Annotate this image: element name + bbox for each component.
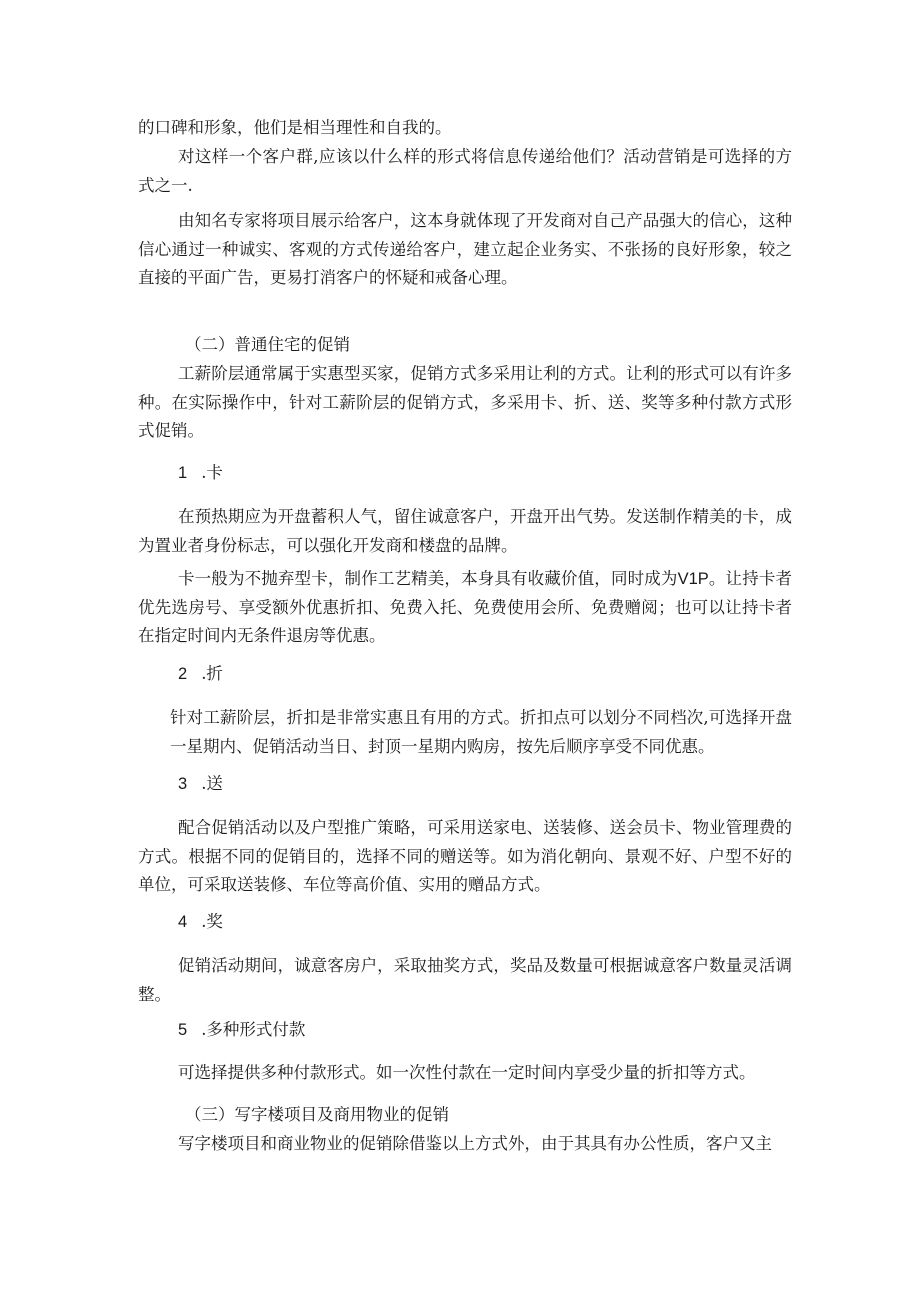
text-run: 。让持卡者优先选房号、享受额外优惠折扣、免费入托、免费使用会所、免费赠阅；也可以让持卡者在指定时间内无条件退房等优惠。	[138, 569, 793, 645]
paragraph-payment: 可选择提供多种付款形式。如一次性付款在一定时间内享受少量的折扣等方式。	[178, 1063, 756, 1082]
subheading-discount	[178, 660, 223, 688]
subheading-number: 5	[178, 1021, 188, 1039]
subheading-number: 3	[178, 775, 188, 793]
paragraph-reputation: 的口碑和形象，他们是相当理性和自我的。	[138, 118, 452, 137]
subheading-number: 2	[178, 665, 188, 683]
subheading-title: .多种形式付款	[201, 1020, 306, 1039]
paragraph-activity-marketing: 对这样一个客户群,应该以什么样的形式将信息传递给他们？活动营销是可选择的方式之一.	[138, 147, 792, 195]
subheading-title: .奖	[201, 912, 223, 931]
paragraph-working-class: 工薪阶层通常属于实惠型买家，促销方式多采用让利的方式。让利的形式可以有许多种。在实际操作中，针对工薪阶层的促销方式，多采用卡、折、送、奖等多种付款方式形式促销。	[138, 364, 792, 440]
section-heading-residential: （二）普通住宅的促销	[185, 335, 350, 354]
paragraph-card-vip	[138, 565, 792, 651]
section-heading-office: （三）写字楼项目及商用物业的促销	[185, 1105, 449, 1124]
subheading-title: .送	[201, 774, 223, 793]
paragraph-prize: 促销活动期间，诚意客房户，采取抽奖方式，奖品及数量可根据诚意客户数量灵活调整。	[138, 956, 792, 1004]
subheading-number: 4	[178, 913, 188, 931]
paragraph-office: 写字楼项目和商业物业的促销除借鉴以上方式外，由于其具有办公性质，客户又主	[178, 1134, 772, 1153]
paragraph-expert-showcase: 由知名专家将项目展示给客户，这本身就体现了开发商对自己产品强大的信心，这种信心通过一种诚实、客观的方式传递给客户，建立起企业务实、不张扬的良好形象，较之直接的平面广告，更易打消客户的怀疑和戒备心理。	[138, 211, 792, 287]
subheading-card	[178, 459, 223, 487]
subheading-title: .折	[201, 664, 223, 683]
paragraph-discount	[170, 704, 792, 761]
text-run: 针对工薪阶层，折扣是非常实惠且有用的方式。折扣点可以划分不同档次,可选择开盘一星期内、促销活动当日、封顶一星期内购房，按先后顺序享受不同优惠。	[170, 708, 792, 756]
subheading-number: 1	[178, 464, 188, 482]
text-vip: V1P	[677, 570, 709, 588]
subheading-payment	[178, 1016, 305, 1044]
paragraph-card-preheat: 在预热期应为开盘蓄积人气，留住诚意客户，开盘开出气势。发送制作精美的卡，成为置业者身份标志，可以强化开发商和楼盘的品牌。	[138, 507, 792, 555]
subheading-prize	[178, 908, 223, 936]
subheading-title: .卡	[201, 463, 223, 482]
paragraph-gift: 配合促销活动以及户型推广策略，可采用送家电、送装修、送会员卡、物业管理费的方式。根据不同的促销目的，选择不同的赠送等。如为消化朝向、景观不好、户型不好的单位，可采取送装修、车位等高价值、实用的赠品方式。	[138, 818, 792, 894]
subheading-gift	[178, 770, 223, 798]
text-run: 卡一般为不抛弃型卡，制作工艺精美，本身具有收藏价值，同时成为	[178, 569, 678, 588]
